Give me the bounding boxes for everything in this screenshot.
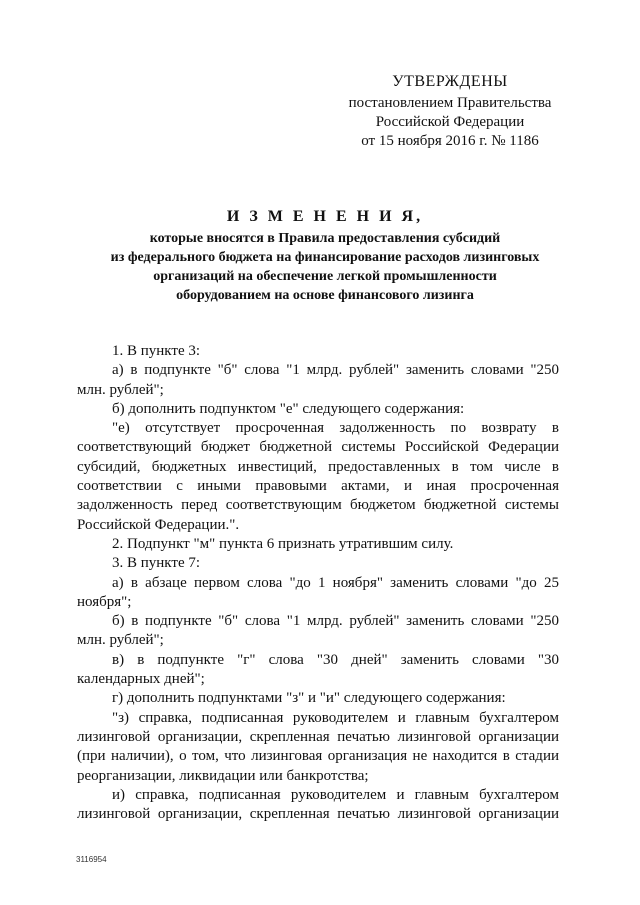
heading-title: И З М Е Н Е Н И Я,: [226, 208, 424, 225]
paragraph-8: б) в подпункте "б" слова "1 млрд. рублей" заменить словами "250 млн. рублей";: [77, 613, 559, 649]
paragraph-7: а) в абзаце первом слова "до 1 ноября" заменить словами "до 25 ноября";: [77, 574, 559, 610]
heading-subtitle-2: из федерального бюджета на финансирование расходов лизинговых: [110, 250, 540, 265]
paragraph-3: б) дополнить подпунктом "е" следующего содержания:: [112, 400, 465, 417]
approval-block: [330, 72, 570, 151]
paragraph-12: и) справка, подписанная руководителем и главным бухгалтером лизинговой организации, скрепленная печатью лизинговой организации: [77, 786, 559, 823]
paragraph-2: а) в подпункте "б" слова "1 млрд. рублей" заменить словами "250 млн. рублей";: [77, 362, 559, 398]
document-heading: [60, 208, 590, 305]
document-body: [77, 342, 559, 824]
paragraph-6: 3. В пункте 7:: [112, 555, 201, 572]
approval-line-1: постановлением Правительства: [348, 95, 552, 111]
approval-title: УТВЕРЖДЕНЫ: [392, 73, 508, 90]
document-code: 3116954: [76, 855, 107, 864]
paragraph-11: "з) справка, подписанная руководителем и главным бухгалтером лизинговой организации, скрепленная печатью лизинговой организации (при наличии), о том, что лизинговая организация не находится в стадии реорганизации, ликвидации или банкротства;: [77, 709, 559, 784]
paragraph-4: "е) отсутствует просроченная задолженность по возврату в соответствующий бюджет бюджетной системы Российской Федерации субсидий, бюджетных инвестиций, предоставленных в том числе в соответствии с иными правовыми актами, и иная просроченная задолженность перед соответствующим бюджетом бюджетной системы Российской Федерации.".: [77, 420, 559, 533]
heading-subtitle-1: которые вносятся в Правила предоставления субсидий: [149, 231, 501, 246]
approval-line-2: Российской Федерации: [375, 114, 525, 130]
paragraph-9: в) в подпункте "г" слова "30 дней" заменить словами "30 календарных дней";: [77, 651, 559, 688]
approval-line-3: от 15 ноября 2016 г. № 1186: [361, 133, 539, 149]
heading-subtitle-3: организаций на обеспечение легкой промышленности: [153, 269, 497, 284]
paragraph-5: 2. Подпункт "м" пункта 6 признать утратившим силу.: [112, 535, 454, 552]
paragraph-1: 1. В пункте 3:: [112, 343, 201, 359]
heading-subtitle-4: оборудованием на основе финансового лизинга: [176, 288, 474, 303]
paragraph-10: г) дополнить подпунктами "з" и "и" следующего содержания:: [112, 690, 506, 707]
